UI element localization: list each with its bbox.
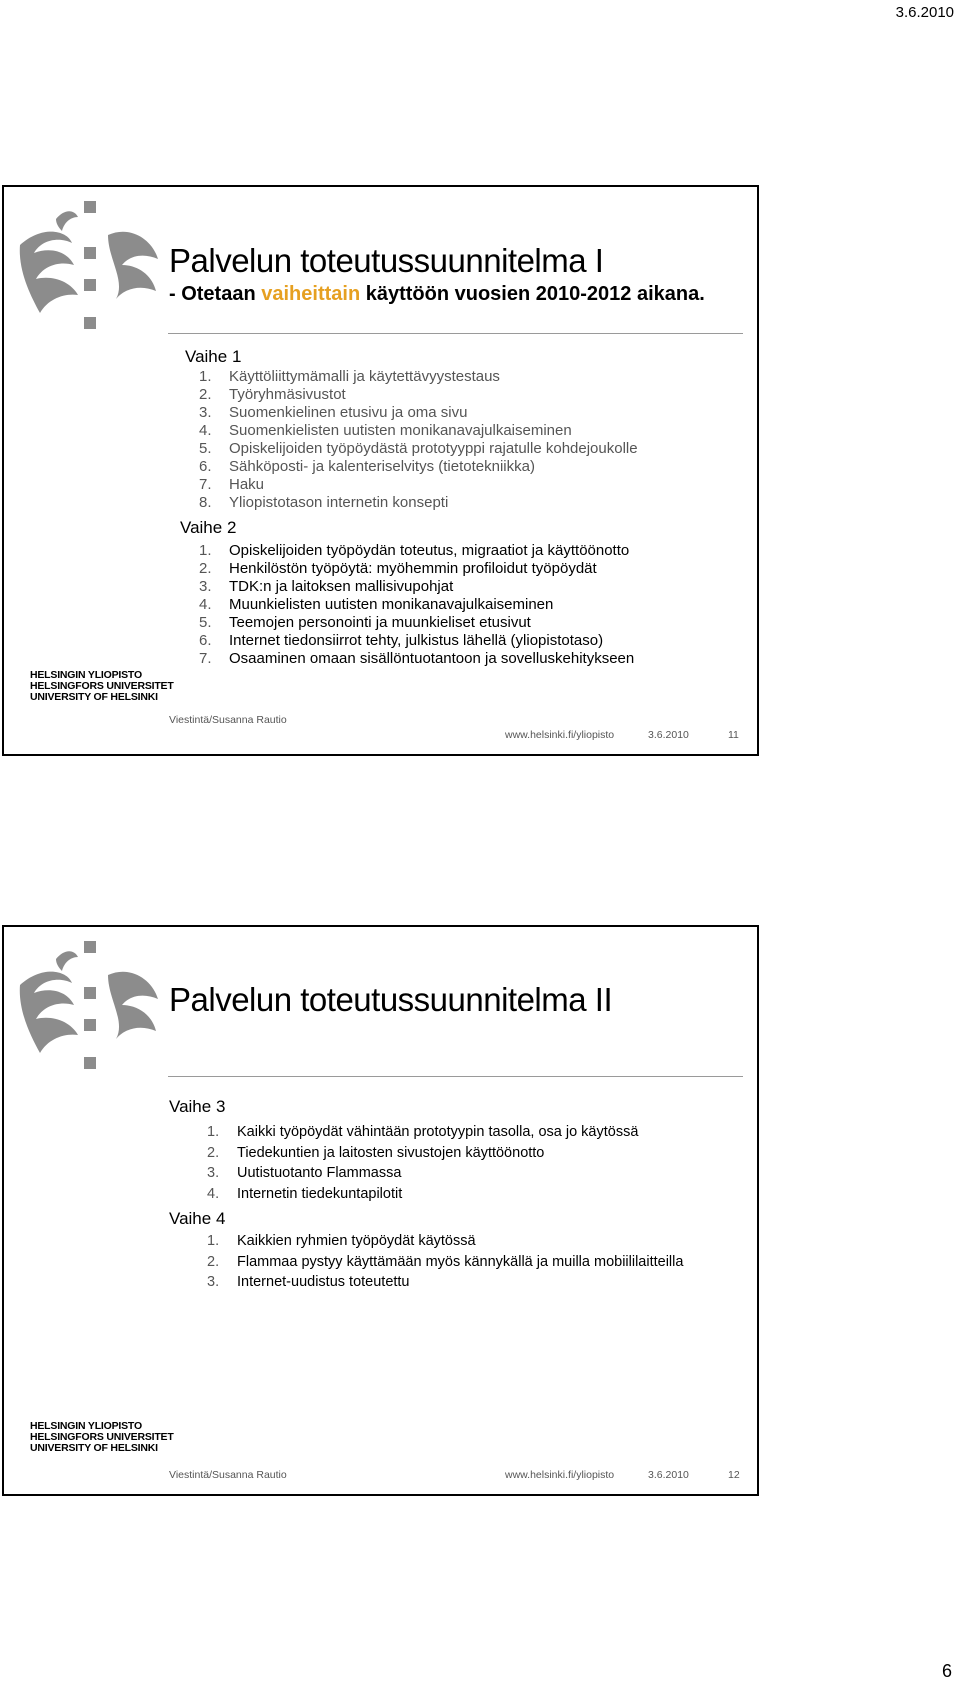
university-name-sv: HELSINGFORS UNIVERSITET — [30, 680, 174, 692]
item-number: 3. — [207, 1274, 220, 1290]
slide-12 — [2, 925, 759, 1496]
item-text: Flammaa pystyy käyttämään myös kännykällä ja muilla mobiililaitteilla — [237, 1253, 684, 1270]
item-number: 3. — [199, 404, 212, 421]
item-number: 7. — [199, 650, 212, 667]
phase-label: Vaihe 1 — [185, 347, 242, 366]
slide-number: 11 — [728, 729, 739, 741]
item-text: Suomenkielinen etusivu ja oma sivu — [229, 404, 468, 421]
footer-url: www.helsinki.fi/yliopisto — [505, 729, 615, 741]
item-number: 6. — [199, 632, 212, 649]
university-name-en: UNIVERSITY OF HELSINKI — [30, 1442, 158, 1454]
item-text: Internet-uudistus toteutettu — [237, 1274, 410, 1290]
university-name-en: UNIVERSITY OF HELSINKI — [30, 691, 158, 703]
footer-author: Viestintä/Susanna Rautio — [169, 1469, 287, 1481]
slide-title: Palvelun toteutussuunnitelma II — [169, 981, 613, 1018]
item-number: 7. — [199, 476, 212, 493]
item-number: 3. — [199, 578, 212, 595]
item-number: 5. — [199, 614, 212, 631]
item-text: Työryhmäsivustot — [229, 386, 346, 403]
footer-author: Viestintä/Susanna Rautio — [169, 714, 287, 726]
university-flame-logo-icon — [12, 935, 162, 1075]
title-divider — [168, 1076, 743, 1077]
item-text: Internet tiedonsiirrot tehty, julkistus lähellä (yliopistotaso) — [229, 632, 604, 649]
item-number: 1. — [199, 368, 212, 385]
slide-11 — [2, 185, 759, 756]
item-number: 1. — [207, 1124, 220, 1140]
item-text: Yliopistotason internetin konsepti — [229, 494, 449, 511]
slide-title: Palvelun toteutussuunnitelma I — [169, 242, 604, 279]
footer-date: 3.6.2010 — [648, 729, 689, 741]
footer-url: www.helsinki.fi/yliopisto — [505, 1469, 615, 1481]
page-number: 6 — [941, 1661, 952, 1681]
subtitle-suffix: käyttöön vuosien 2010-2012 aikana. — [360, 283, 705, 305]
item-text: Kaikkien ryhmien työpöydät käytössä — [237, 1233, 476, 1249]
item-text: Sähköposti- ja kalenteriselvitys (tietotekniikka) — [229, 458, 535, 475]
phase-label: Vaihe 3 — [169, 1097, 226, 1116]
title-divider — [168, 333, 743, 334]
footer-date: 3.6.2010 — [648, 1469, 689, 1481]
item-text: Haku — [229, 476, 265, 493]
item-text: Teemojen personointi ja muunkieliset etusivut — [229, 614, 531, 631]
item-number: 6. — [199, 458, 212, 475]
slide-number: 12 — [728, 1469, 740, 1481]
item-number: 2. — [199, 560, 212, 577]
item-number: 4. — [199, 596, 212, 613]
university-name — [30, 670, 174, 703]
phase-label: Vaihe 4 — [169, 1209, 226, 1228]
item-number: 4. — [199, 422, 212, 439]
item-number: 1. — [199, 542, 212, 559]
item-text: Kaikki työpöydät vähintään prototyypin tasolla, osa jo käytössä — [237, 1124, 639, 1140]
university-name-fi: HELSINGIN YLIOPISTO — [30, 1420, 142, 1432]
item-text: Tiedekuntien ja laitosten sivustojen käyttöönotto — [237, 1144, 545, 1161]
item-text: Käyttöliittymämalli ja käytettävyystestaus — [229, 368, 500, 385]
item-number: 4. — [207, 1185, 220, 1202]
university-name-sv: HELSINGFORS UNIVERSITET — [30, 1431, 174, 1443]
item-number: 2. — [199, 386, 212, 403]
item-text: Muunkielisten uutisten monikanavajulkaiseminen — [229, 596, 554, 613]
item-number: 1. — [207, 1233, 220, 1249]
subtitle-highlight: vaiheittain — [261, 283, 361, 305]
subtitle-prefix: - Otetaan — [169, 283, 262, 305]
item-number: 3. — [207, 1165, 220, 1181]
item-text: Internetin tiedekuntapilotit — [237, 1185, 403, 1202]
page-date: 3.6.2010 — [895, 4, 954, 21]
item-text: Suomenkielisten uutisten monikanavajulkaiseminen — [229, 422, 572, 439]
item-text: TDK:n ja laitoksen mallisivupohjat — [229, 578, 454, 595]
item-text: Uutistuotanto Flammassa — [237, 1165, 402, 1181]
item-text: Opiskelijoiden työpöydän toteutus, migraatiot ja käyttöönotto — [229, 542, 630, 559]
phase-label: Vaihe 2 — [180, 518, 237, 537]
item-text: Osaaminen omaan sisällöntuotantoon ja sovelluskehitykseen — [229, 650, 635, 667]
university-name — [30, 1421, 174, 1454]
item-number: 5. — [199, 440, 212, 457]
item-number: 2. — [207, 1144, 220, 1161]
item-text: Henkilöstön työpöytä: myöhemmin profiloidut työpöydät — [229, 560, 597, 577]
slide-subtitle — [169, 283, 705, 306]
item-number: 8. — [199, 494, 212, 511]
university-name-fi: HELSINGIN YLIOPISTO — [30, 669, 142, 681]
university-flame-logo-icon — [12, 195, 162, 335]
item-number: 2. — [207, 1253, 220, 1270]
item-text: Opiskelijoiden työpöydästä prototyyppi rajatulle kohdejoukolle — [229, 440, 638, 457]
